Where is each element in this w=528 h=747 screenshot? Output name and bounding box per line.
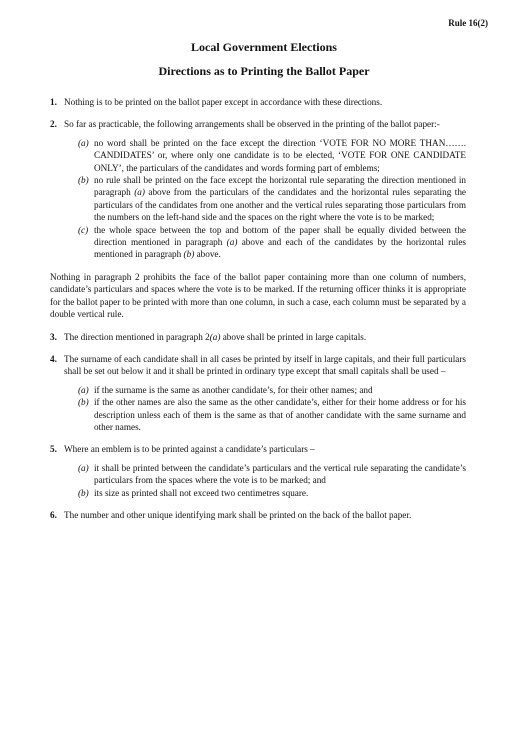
item-text: its size as printed shall not exceed two centimetres square. — [94, 487, 309, 498]
paragraph-number: 2. — [50, 119, 57, 130]
paragraph-text: Nothing is to be printed on the ballot paper except in accordance with these directions. — [64, 97, 383, 107]
item-label: (c) — [78, 224, 89, 235]
paragraph-number: 4. — [50, 353, 57, 364]
item-label: (b) — [78, 175, 89, 186]
item-label: (b) — [78, 487, 89, 498]
item-label: (a) — [78, 384, 89, 395]
list-item — [78, 396, 466, 433]
paragraph-2 — [50, 118, 466, 130]
list-item — [78, 137, 466, 174]
item-text: no word shall be printed on the face except the direction ‘VOTE FOR NO MORE THAN……. CANDIDATES’ or, where only one candidate is to be elected, ‘VOTE FOR ONE CANDIDATE ONLY’, the particulars of the candidates and words forming part of emblems; — [94, 137, 466, 173]
paragraph-4-items — [50, 384, 466, 434]
document-title: Local Government Elections — [191, 40, 337, 54]
item-label: (a) — [78, 462, 89, 473]
paragraph-4 — [50, 353, 466, 378]
list-item — [78, 174, 466, 224]
item-text: if the surname is the same as another candidate’s, for their other names; and — [94, 384, 373, 395]
paragraph-6 — [50, 509, 466, 521]
paragraph-text: The number and other unique identifying mark shall be printed on the back of the ballot paper. — [64, 509, 412, 520]
paragraph-number: 6. — [50, 509, 57, 520]
list-item — [78, 384, 466, 396]
paragraph-number: 3. — [50, 331, 57, 342]
paragraph-1 — [50, 96, 466, 108]
rule-reference: Rule 16(2) — [448, 18, 488, 28]
item-text: if the other names are also the same as the other candidate’s, either for their home address or for his description unless each of them is the same as that of another candidate with the same surname and other names. — [94, 397, 466, 432]
item-text: it shall be printed between the candidate’s particulars and the vertical rule separating the candidate’s particulars from the spaces where the vote is to be marked; and — [94, 462, 466, 486]
item-label: (b) — [78, 397, 89, 408]
document-subtitle: Directions as to Printing the Ballot Paper — [158, 64, 370, 78]
paragraph-5 — [50, 443, 466, 455]
paragraph-2-items — [50, 137, 466, 261]
paragraph-text: So far as practicable, the following arrangements shall be observed in the printing of the ballot paper:- — [64, 119, 440, 130]
paragraph-text: The direction mentioned in paragraph 2(a) above shall be printed in large capitals. — [64, 331, 367, 342]
paragraph-number: 1. — [50, 97, 57, 107]
document-body — [50, 96, 466, 531]
paragraph-text: Where an emblem is to be printed against a candidate’s particulars – — [64, 444, 315, 455]
paragraph-text: The surname of each candidate shall in all cases be printed by itself in large capitals, and their full particulars shall be set out below it and it shall be printed in ordinary type except that small capitals shall be used – — [64, 353, 466, 377]
list-item — [78, 487, 466, 499]
list-item — [78, 224, 466, 261]
unnumbered-paragraph: Nothing in paragraph 2 prohibits the face of the ballot paper containing more than one column of numbers, candidate’s particulars and spaces where the vote is to be marked. If the returning officer thinks it is appropriate for the ballot paper to be printed with more than one column, in such a case, each column must be separated by a double vertical rule. — [50, 271, 466, 320]
item-label: (a) — [78, 137, 89, 148]
paragraph-number: 5. — [50, 444, 57, 455]
item-text: the whole space between the top and bottom of the paper shall be equally divided between the direction mentioned in paragraph (a) above and each of the candidates by the horizontal rules mentioned in paragraph (b) above. — [94, 224, 466, 260]
list-item — [78, 462, 466, 487]
paragraph-5-items — [50, 462, 466, 499]
item-text: no rule shall be printed on the face except the horizontal rule separating the direction mentioned in paragraph (a) above from the particulars of the candidates and the horizontal rules separating the particulars of the candidates from one another and the vertical rules separating those particulars from the numbers on the left-hand side and the spaces on the right where the vote is to be marked; — [94, 175, 466, 223]
paragraph-3 — [50, 331, 466, 343]
